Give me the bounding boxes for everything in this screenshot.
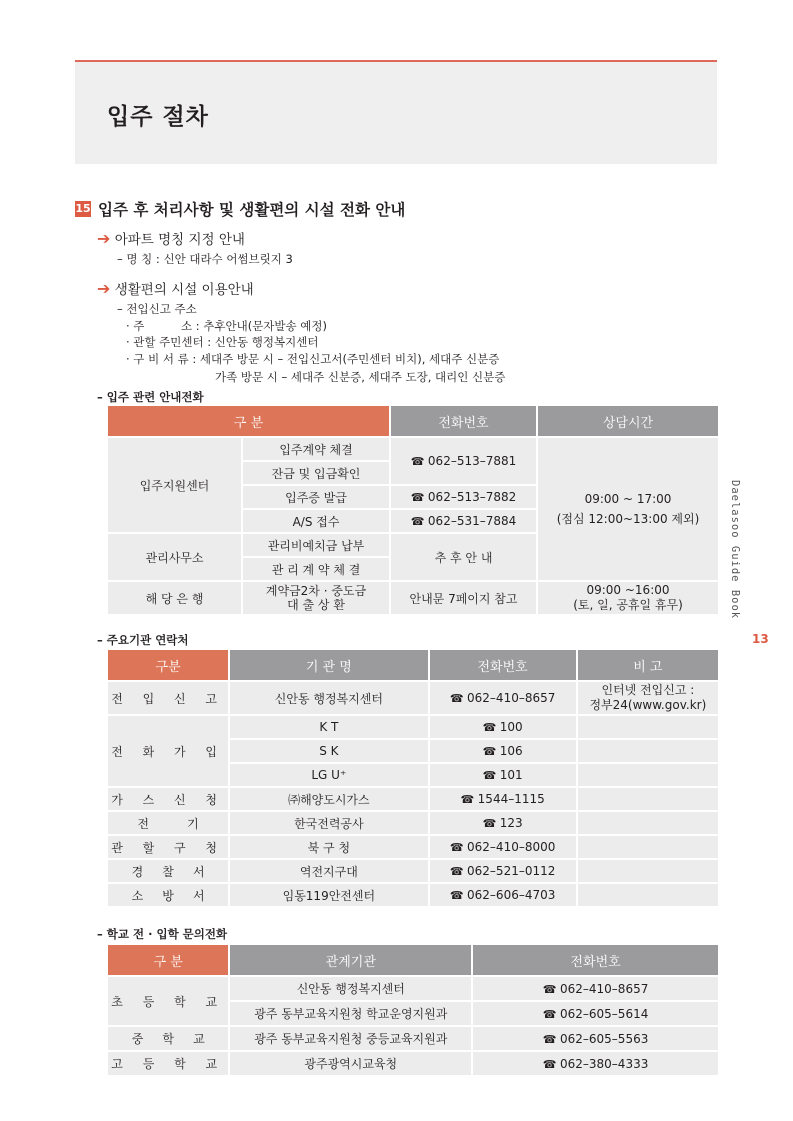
- t2-agency: LG U⁺: [230, 764, 427, 786]
- t2-note-empty: [578, 836, 718, 858]
- page-number: 13: [752, 632, 769, 646]
- t3-agency: 신안동 행정복지센터: [230, 977, 471, 1000]
- t1-office: 관리사무소: [108, 534, 241, 580]
- documents-item: · 구 비 서 류 : 세대주 방문 시 – 전입신고서(주민센터 비치), 세대주 신분증: [126, 352, 500, 366]
- t1-header-phone: 전화번호: [391, 406, 536, 436]
- apt-heading: [97, 228, 245, 248]
- t2-note-empty: [578, 860, 718, 882]
- facility-heading: [97, 278, 254, 298]
- t2-agency: K T: [230, 716, 427, 738]
- t2-note-empty: [578, 884, 718, 906]
- school-contact-table: [106, 943, 720, 1077]
- t3-header-phone: 전화번호: [473, 945, 718, 975]
- t2-note-empty: [578, 788, 718, 810]
- t2-agency: 신안동 행정복지센터: [230, 682, 427, 714]
- t1-center: 입주지원센터: [108, 438, 241, 532]
- t3-category: 중 학 교: [108, 1027, 228, 1050]
- t2-agency: S K: [230, 740, 427, 762]
- t2-note-line: 정부24(www.gov.kr): [589, 698, 707, 712]
- t3-phone: ☎ 062–605–5614: [473, 1002, 718, 1025]
- agency-contact-table: [106, 648, 720, 908]
- t1-center-tel: ☎ 062–513–7881: [391, 438, 536, 484]
- t1-bank-hours: [538, 582, 718, 614]
- office-item: · 관할 주민센터 : 신안동 행정복지센터: [126, 335, 319, 349]
- t2-header-category: 구분: [108, 650, 228, 680]
- t3-label: – 학교 전 · 입학 문의전화: [97, 927, 228, 941]
- address-item: · 주 소 : 추후안내(문자발송 예정): [126, 319, 327, 333]
- t1-center-tel: ☎ 062–513–7882: [391, 486, 536, 508]
- t2-category: 소 방 서: [108, 884, 228, 906]
- t2-note: [578, 682, 718, 714]
- t1-office-tel: 추 후 안 내: [391, 534, 536, 580]
- t3-category: 초 등 학 교: [108, 977, 228, 1025]
- t2-phone: ☎ 101: [430, 764, 576, 786]
- t2-phone: ☎ 062–410–8657: [430, 682, 576, 714]
- t1-header-hours: 상담시간: [538, 406, 718, 436]
- apt-heading-label: 아파트 명칭 지정 안내: [114, 232, 245, 248]
- t1-center-item: 입주계약 체결: [243, 438, 389, 460]
- t2-agency: 북 구 청: [230, 836, 427, 858]
- arrow-right-icon: ➔: [97, 279, 111, 298]
- t1-bank-item: [243, 582, 389, 614]
- documents-item-family: 가족 방문 시 – 세대주 신분증, 세대주 도장, 대리인 신분증: [215, 370, 506, 384]
- t2-header-note: 비 고: [578, 650, 718, 680]
- t2-agency: ㈜해양도시가스: [230, 788, 427, 810]
- move-in-address-label: – 전입신고 주소: [117, 302, 197, 316]
- t2-phone: ☎ 123: [430, 812, 576, 834]
- t1-hours-lunch: (점심 12:00~13:00 제외): [556, 511, 700, 526]
- guide-book-side-text: Daelasoo Guide Book: [729, 480, 741, 620]
- t3-phone: ☎ 062–605–5563: [473, 1027, 718, 1050]
- t2-note-empty: [578, 812, 718, 834]
- t3-agency: 광주 동부교육지원청 중등교육지원과: [230, 1027, 471, 1050]
- t3-phone: ☎ 062–380–4333: [473, 1052, 718, 1075]
- move-in-contact-table: [106, 404, 720, 616]
- t1-header-category: 구 분: [108, 406, 389, 436]
- t2-agency: 역전지구대: [230, 860, 427, 882]
- t2-phone: ☎ 106: [430, 740, 576, 762]
- t2-phone: ☎ 062–521–0112: [430, 860, 576, 882]
- t2-phone: ☎ 1544–1115: [430, 788, 576, 810]
- t1-center-item: A/S 접수: [243, 510, 389, 532]
- t1-label: – 입주 관련 안내전화: [97, 390, 204, 404]
- t2-note-empty: [578, 716, 718, 738]
- t1-hours-time: 09:00 ~ 17:00: [584, 491, 672, 506]
- t2-category: 전 입 신 고: [108, 682, 228, 714]
- t2-category: 가 스 신 청: [108, 788, 228, 810]
- t1-bank-tel: 안내문 7페이지 참고: [391, 582, 536, 614]
- t1-center-item: 잔금 및 입금확인: [243, 462, 389, 484]
- t3-agency: 광주 동부교육지원청 학교운영지원과: [230, 1002, 471, 1025]
- arrow-right-icon: ➔: [97, 229, 111, 248]
- t1-hours: [538, 438, 718, 580]
- t1-office-item: 관 리 계 약 체 결: [243, 558, 389, 580]
- t3-header-category: 구 분: [108, 945, 228, 975]
- t2-phone: ☎ 062–606–4703: [430, 884, 576, 906]
- apt-name-line: – 명 칭 : 신안 대라수 어썸브릿지 3: [117, 252, 293, 266]
- t2-header-agency: 기 관 명: [230, 650, 427, 680]
- section-number-badge: 15: [75, 202, 91, 215]
- t2-category: 관 할 구 청: [108, 836, 228, 858]
- t1-center-tel: ☎ 062–531–7884: [391, 510, 536, 532]
- t1-center-item: 입주증 발급: [243, 486, 389, 508]
- t2-agency: 한국전력공사: [230, 812, 427, 834]
- t2-header-phone: 전화번호: [430, 650, 576, 680]
- t1-bank-item-line: 계약금2차 · 중도금: [265, 584, 367, 598]
- t3-phone: ☎ 062–410–8657: [473, 977, 718, 1000]
- t3-header-agency: 관계기관: [230, 945, 471, 975]
- t2-phone: ☎ 062–410–8000: [430, 836, 576, 858]
- t1-bank-hours-line: 09:00 ~16:00: [586, 583, 670, 597]
- t2-category: 전 화 가 입: [108, 716, 228, 786]
- t3-agency: 광주광역시교육청: [230, 1052, 471, 1075]
- t2-label: – 주요기관 연락처: [97, 633, 189, 647]
- t2-note-empty: [578, 764, 718, 786]
- t2-agency: 임동119안전센터: [230, 884, 427, 906]
- t2-category: 경 찰 서: [108, 860, 228, 882]
- t1-office-item: 관리비예치금 납부: [243, 534, 389, 556]
- t1-bank-hours-line: (토, 일, 공휴일 휴무): [573, 598, 683, 612]
- t2-phone: ☎ 100: [430, 716, 576, 738]
- t2-note-line: 인터넷 전입신고 :: [601, 683, 695, 697]
- t3-category: 고 등 학 교: [108, 1052, 228, 1075]
- t2-note-empty: [578, 740, 718, 762]
- section-title: 입주 후 처리사항 및 생활편의 시설 전화 안내: [98, 201, 406, 219]
- t1-bank: 해 당 은 행: [108, 582, 241, 614]
- t1-bank-item-line: 대 출 상 환: [287, 598, 345, 612]
- page-title: 입주 절차: [107, 104, 209, 130]
- facility-heading-label: 생활편의 시설 이용안내: [114, 282, 254, 298]
- t2-category: 전 기: [108, 812, 228, 834]
